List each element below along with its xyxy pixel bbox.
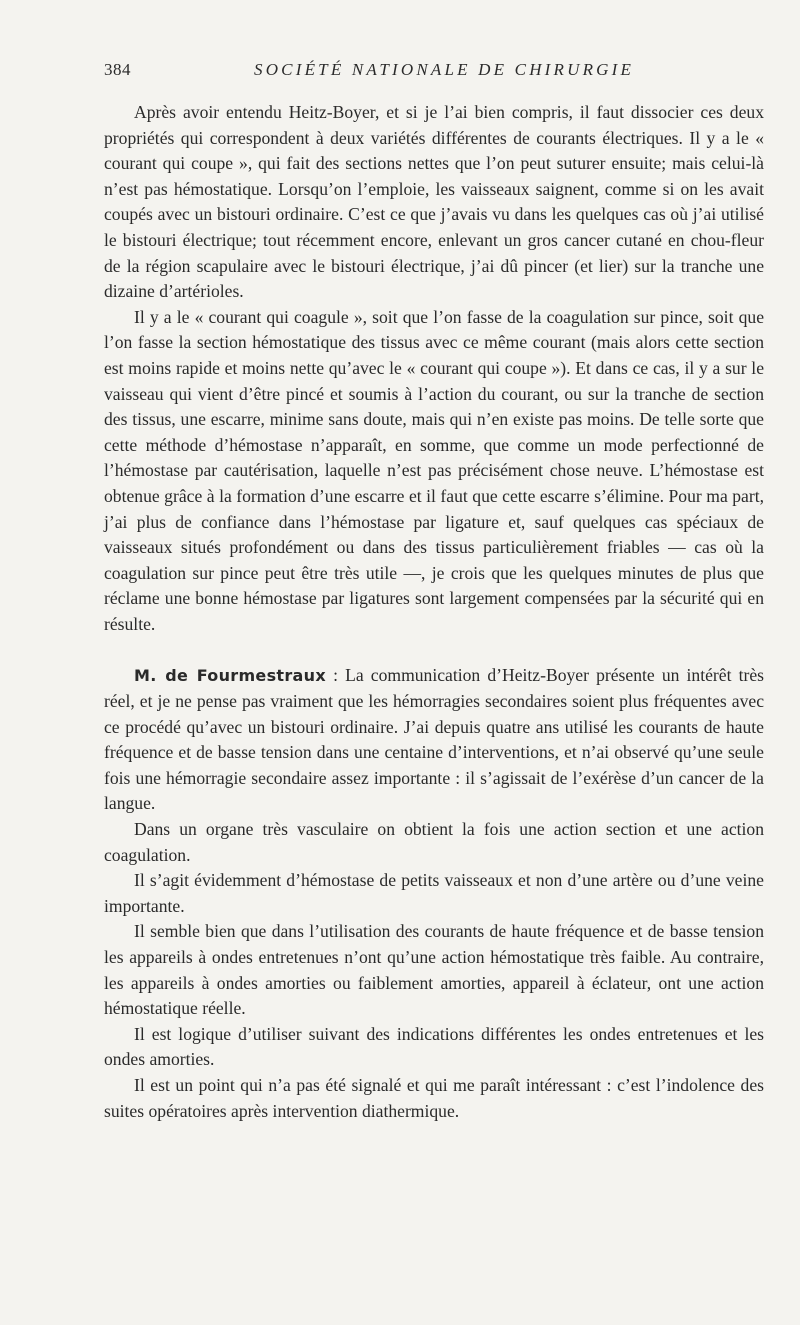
page-number: 384 <box>104 60 131 79</box>
running-title: SOCIÉTÉ NATIONALE DE CHIRURGIE <box>254 60 635 79</box>
paragraph-1: Après avoir entendu Heitz-Boyer, et si je l’ai bien compris, il faut dissocier ces deux propriétés qui correspondent à deux variétés différentes de courants électriques. Il y a le « courant qui coupe », qui fait des sections nettes que l’on peut suturer ensuite; mais celui-là n’est pas hémostatique. Lorsqu’on l’emploie, les vaisseaux saignent, comme si on les avait coupés avec un bistouri ordinaire. C’est ce que j’avais vu dans les quelques cas où j’ai utilisé le bistouri électrique; tout récemment encore, enlevant un gros cancer cutané en chou-fleur de la région scapulaire avec le bistouri électrique, j’ai dû pincer (et lier) sur la tranche une dizaine d’artérioles. <box>104 102 764 302</box>
paragraph-4: Il s’agit évidemment d’hémostase de petits vaisseaux et non d’une artère ou d’une veine importante. <box>104 870 764 916</box>
paragraph-7: Il est un point qui n’a pas été signalé et qui me paraît intéressant : c’est l’indolence des suites opératoires après intervention diathermique. <box>104 1074 764 1121</box>
article-body <box>104 100 764 1124</box>
intervention-paragraph <box>104 663 764 817</box>
speaker-name: M. de Fourmestraux <box>134 666 326 686</box>
intervention-text: La communication d’Heitz-Boyer présente un intérêt très réel, et je ne pense pas vraiment que les hémorragies secondaires soient plus fréquentes avec ce procédé qu’avec un bistouri ordinaire. J’ai depuis quatre ans utilisé les courants de haute fréquence et de basse tension dans une centaine d’interventions, et n’ai observé qu’une seule fois une hémorragie secondaire assez importante : il s’agissait de l’exérèse d’un cancer de la langue. <box>104 665 764 814</box>
speaker-separator: : <box>325 665 346 686</box>
paragraph-3: Dans un organe très vasculaire on obtient la fois une action section et une action coagulation. <box>104 819 764 865</box>
paragraph-2: Il y a le « courant qui coagule », soit que l’on fasse de la coagulation sur pince, soit que l’on fasse la section hémostatique des tissus avec ce même courant (mais alors cette section est moins rapide et moins nette qu’avec le « courant qui coupe »). Et dans ce cas, il y a sur le vaisseau qui vient d’être pincé et soumis à l’action du courant, ou sur la tranche de section des tissus, une escarre, minime sans doute, mais qui n’en existe pas moins. De telle sorte que cette méthode d’hémostase n’apparaît, en somme, que comme un mode perfectionné de l’hémostase par cautérisation, laquelle n’est pas précisément chose neuve. L’hémostase est obtenue grâce à la formation d’une escarre et il faut que cette escarre s’élimine. Pour ma part, j’ai plus de confiance dans l’hémostase par ligature et, sauf quelques cas spéciaux de vaisseaux situés profondément ou dans des tissus particulièrement friables — cas où la coagulation sur pince peut être très utile —, je crois que les quelques minutes de plus que réclame une bonne hémostase par ligatures sont largement compensées par la sécurité qui en résulte. <box>104 306 764 634</box>
paragraph-6: Il est logique d’utiliser suivant des indications différentes les ondes entretenues et les ondes amorties. <box>104 1023 764 1070</box>
page-header <box>104 60 764 86</box>
paragraph-5: Il semble bien que dans l’utilisation des courants de haute fréquence et de basse tension les appareils à ondes entretenues n’ont qu’une action hémostatique très faible. Au contraire, les appareils à ondes amorties ou faiblement amorties, appareil à éclateur, ont une action hémostatique réelle. <box>104 921 764 1019</box>
